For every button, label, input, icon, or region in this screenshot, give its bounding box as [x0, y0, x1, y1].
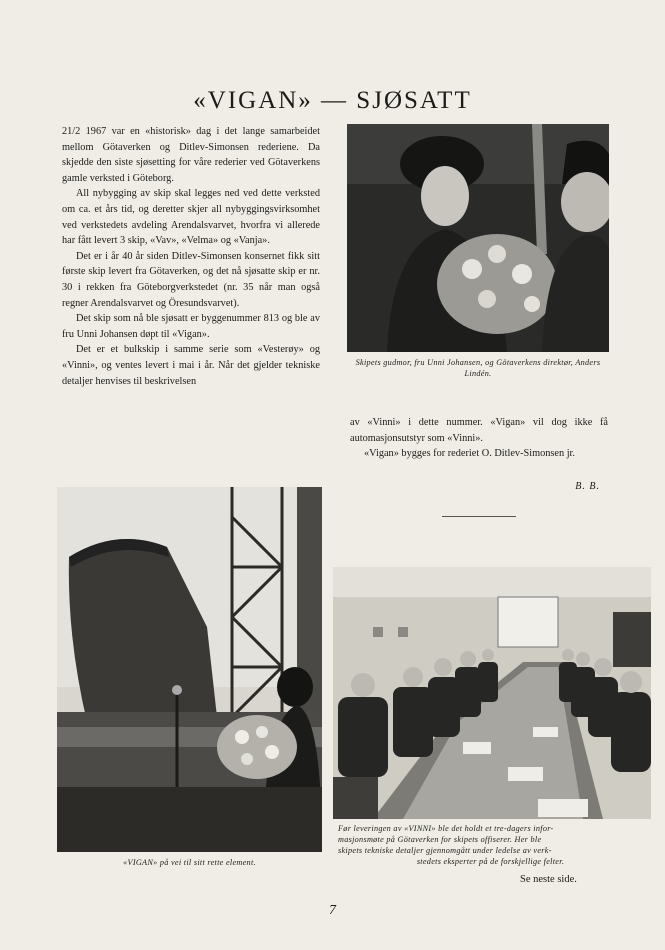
paragraph: Det er et bulkskip i samme serie som «Vesterøy» og «Vinni», og ventes levert i mai i år. Når det gjelder tekniske detaljer henvises til beskrivelsen	[62, 344, 320, 387]
photo-godmother-and-director	[347, 124, 609, 352]
article-column-right	[350, 415, 608, 462]
continued-note: Se neste side.	[520, 874, 577, 885]
paragraph: All nybygging av skip skal legges ned ved dette verksted om ca. et års tid, og deretter skjer all nybyggingsvirksomhet ved verkstedets avdeling Arendalsvarvet, hvorfra vi allerede har fått levert 3 skip, «Vav», «Velma» og «Vanja».	[62, 188, 320, 247]
caption-line: masjonsmøte på Götaverken for skipets offiserer. Her ble	[338, 835, 542, 844]
paragraph: av «Vinni» i dette nummer. «Vigan» vil dog ikke få automasjonsutstyr som «Vinni».	[350, 417, 608, 444]
photo-information-meeting	[333, 567, 651, 819]
caption-line: stedets eksperter på de forskjellige felter.	[416, 857, 565, 866]
paragraph: 21/2 1967 var en «historisk» dag i det lange samarbeidet mellom Götaverken og Ditlev-Simonsen rederiene. Da skjedde den siste sjøsetting for våre rederier ved Götaverkens gamle verksted i Göteborg.	[62, 126, 320, 184]
divider	[442, 516, 516, 517]
caption-godmother: Skipets gudmor, fru Unni Johansen, og Götaverkens direktør, Anders Lindén.	[355, 358, 601, 378]
caption-ship: «VIGAN» på vei til sitt rette element.	[123, 858, 256, 867]
article-column-left	[62, 124, 320, 389]
caption-line: Før leveringen av «VINNI» ble det holdt et tre-dagers infor-	[338, 824, 554, 833]
author-signature: B. B.	[575, 481, 600, 492]
page-number: 7	[329, 903, 336, 918]
caption-meeting	[338, 823, 643, 867]
paragraph: Det skip som nå ble sjøsatt er byggenummer 813 og ble av fru Unni Johansen døpt til «Vigan».	[62, 313, 320, 340]
photo-ship-launch	[57, 487, 322, 852]
paragraph: Det er i år 40 år siden Ditlev-Simonsen konsernet fikk sitt første skip levert fra Götaverken, og det nå sjøsatte skip er nr. 30 i rekken fra Göteborgverkstedet (nr. 35 når man også regner Arendalsvarvet og Öresundsvarvet).	[62, 250, 320, 309]
paragraph: «Vigan» bygges for rederiet O. Ditlev-Simonsen jr.	[364, 448, 575, 460]
article-title: «VIGAN» — SJØSATT	[193, 86, 472, 114]
caption-line: skipets tekniske detaljer gjennomgått under ledelse av verk-	[338, 846, 552, 855]
